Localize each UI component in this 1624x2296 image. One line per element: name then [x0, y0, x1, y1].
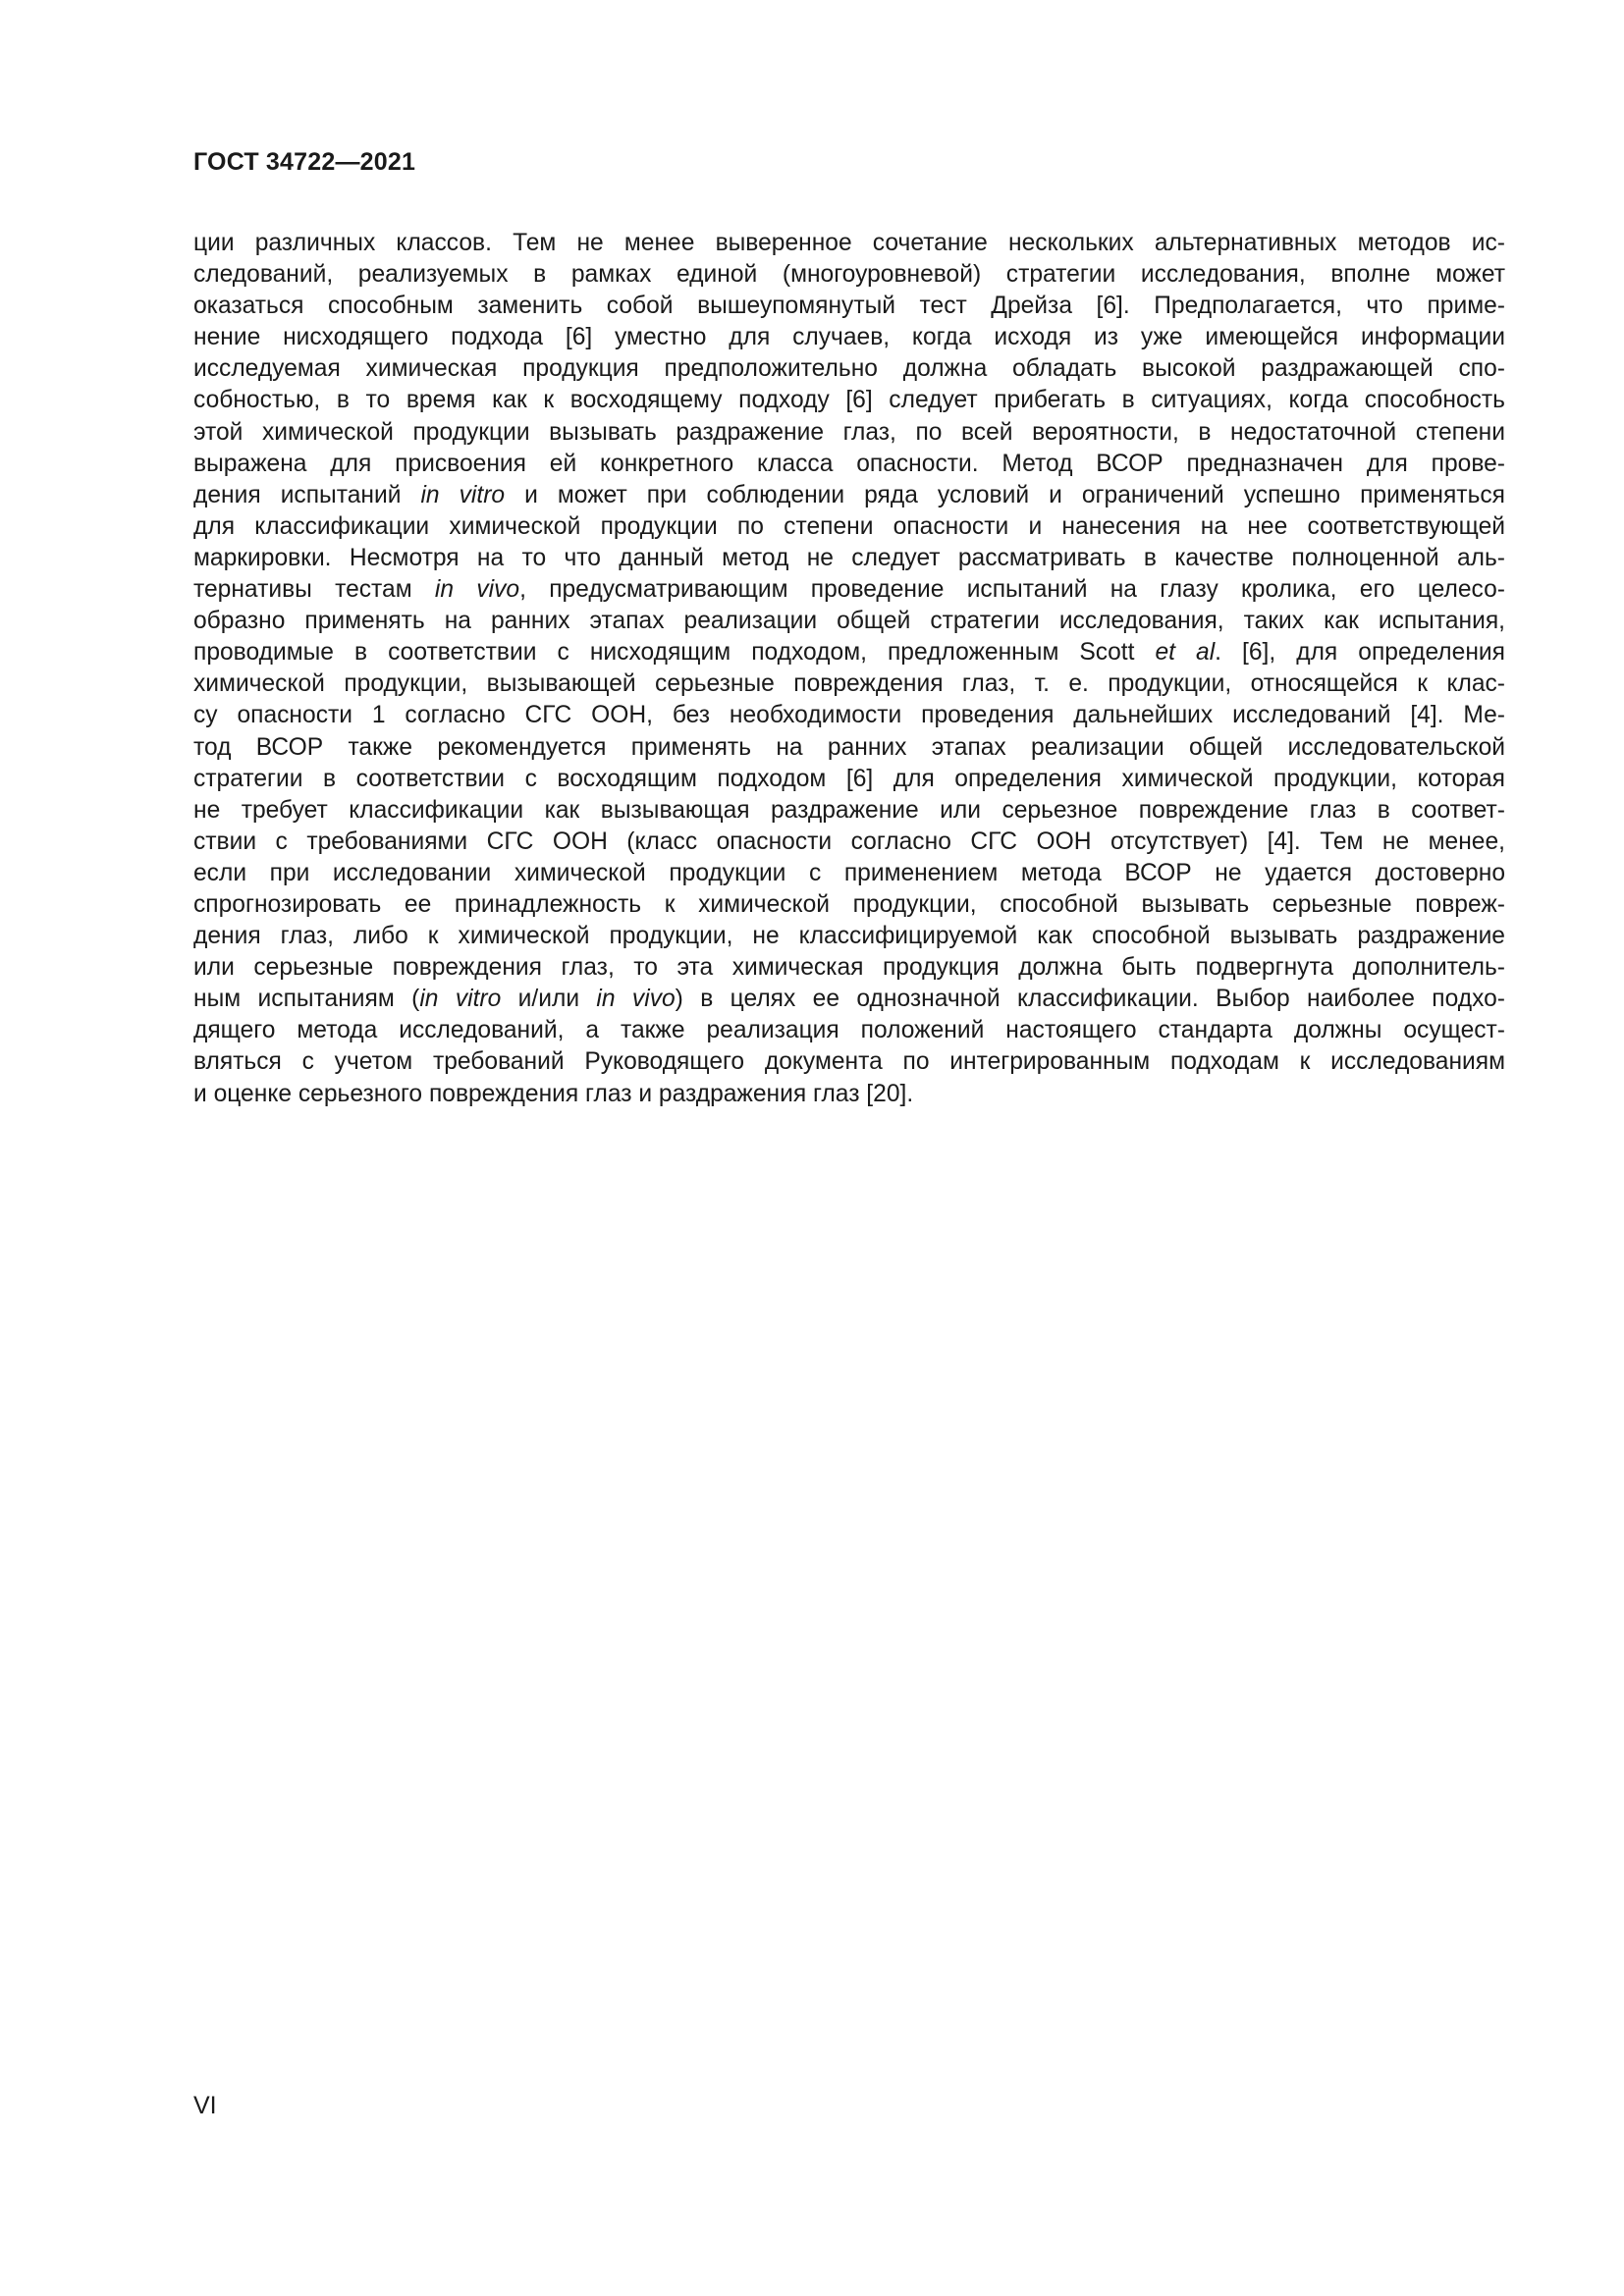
text-segment: дения глаз, либо к химической продукции, не классифицируемой как способной вызывать раздражение — [193, 923, 1505, 950]
text-line — [193, 637, 1505, 668]
text-line — [193, 543, 1505, 574]
italic-term: in vitro — [419, 986, 502, 1013]
text-segment: не требует классификации как вызывающая раздражение или серьезное повреждение глаз в соответ- — [193, 796, 1505, 824]
text-segment: ным испытаниям ( — [193, 986, 420, 1013]
text-line — [193, 353, 1505, 385]
text-segment: для классификации химической продукции по степени опасности и нанесения на нее соответствующей — [193, 512, 1505, 540]
text-segment: исследуемая химическая продукция предположительно должна обладать высокой раздражающей спо- — [193, 355, 1505, 383]
document-header: ГОСТ 34722—2021 — [193, 148, 416, 176]
page-number: VI — [193, 2092, 217, 2119]
text-segment: ствии с требованиями СГС ООН (класс опасности согласно СГС ООН отсутствует) [4]. Тем не менее, — [193, 828, 1505, 855]
text-line — [193, 795, 1505, 827]
text-line — [193, 574, 1505, 606]
text-line — [193, 764, 1505, 795]
text-line — [193, 732, 1505, 764]
text-segment: и/или — [501, 986, 597, 1013]
text-line — [193, 827, 1505, 858]
text-line — [193, 921, 1505, 952]
text-segment: если при исследовании химической продукции с применением метода ВСОР не удается достоверно — [193, 859, 1505, 886]
text-line — [193, 417, 1505, 449]
text-segment: химической продукции, вызывающей серьезные повреждения глаз, т. е. продукции, относящейся к клас- — [193, 670, 1505, 698]
text-line — [193, 700, 1505, 731]
text-line — [193, 449, 1505, 480]
text-segment: следований, реализуемых в рамках единой (многоуровневой) стратегии исследования, вполне может — [193, 261, 1505, 289]
text-segment: ции различных классов. Тем не менее выверенное сочетание нескольких альтернативных методов ис- — [193, 230, 1505, 256]
text-line — [193, 889, 1505, 921]
text-line — [193, 259, 1505, 291]
text-line — [193, 228, 1505, 259]
text-segment: и может при соблюдении ряда условий и ограничений успешно применяться — [505, 481, 1506, 508]
text-segment: , предусматривающим проведение испытаний на глазу кролика, его целесо- — [519, 576, 1505, 604]
text-segment: спрогнозировать ее принадлежность к химической продукции, способной вызывать серьезные повреж- — [193, 890, 1505, 918]
text-line — [193, 1046, 1505, 1078]
text-segment: образно применять на ранних этапах реализации общей стратегии исследования, таких как испытания, — [193, 608, 1505, 635]
text-segment: вляться с учетом требований Руководящего документа по интегрированным подходам к исследованиям — [193, 1048, 1505, 1076]
text-line — [193, 480, 1505, 511]
text-line — [193, 1079, 1505, 1110]
text-segment: и оценке серьезного повреждения глаз и раздражения глаз [20]. — [193, 1080, 914, 1107]
body-paragraph — [193, 228, 1505, 1110]
italic-term: et al — [1155, 639, 1216, 667]
text-line — [193, 385, 1505, 416]
text-line — [193, 952, 1505, 984]
italic-term: in vivo — [434, 576, 520, 604]
text-segment: . [6], для определения — [1215, 639, 1505, 667]
text-segment: оказаться способным заменить собой вышеупомянутый тест Дрейза [6]. Предполагается, что приме- — [193, 293, 1505, 320]
text-line — [193, 1015, 1505, 1046]
text-segment: дения испытаний — [193, 481, 421, 508]
text-segment: тод ВСОР также рекомендуется применять на ранних этапах реализации общей исследовательской — [193, 733, 1505, 761]
text-line — [193, 984, 1505, 1015]
text-segment: стратегии в соответствии с восходящим подходом [6] для определения химической продукции, которая — [193, 765, 1505, 792]
text-segment: собностью, в то время как к восходящему подходу [6] следует прибегать в ситуациях, когда способность — [193, 387, 1505, 414]
text-line — [193, 606, 1505, 637]
text-segment: ) в целях ее однозначной классификации. Выбор наиболее подхо- — [675, 986, 1505, 1013]
italic-term: in vivo — [596, 986, 676, 1013]
text-line — [193, 858, 1505, 889]
text-segment: проводимые в соответствии с нисходящим подходом, предложенным Scott — [193, 639, 1156, 667]
text-segment: дящего метода исследований, а также реализация положений настоящего стандарта должны осущест- — [193, 1017, 1505, 1044]
text-segment: или серьезные повреждения глаз, то эта химическая продукция должна быть подвергнута дополнитель- — [193, 954, 1505, 982]
text-segment: маркировки. Несмотря на то что данный метод не следует рассматривать в качестве полноценной аль- — [193, 544, 1505, 571]
text-line — [193, 291, 1505, 322]
text-line — [193, 511, 1505, 543]
text-segment: этой химической продукции вызывать раздражение глаз, по всей вероятности, в недостаточной степени — [193, 418, 1505, 446]
text-line — [193, 322, 1505, 353]
text-segment: тернативы тестам — [193, 576, 435, 604]
text-segment: нение нисходящего подхода [6] уместно для случаев, когда исходя из уже имеющейся информации — [193, 324, 1505, 351]
text-segment: су опасности 1 согласно СГС ООН, без необходимости проведения дальнейших исследований [4]. Ме- — [193, 702, 1505, 729]
text-line — [193, 668, 1505, 700]
text-segment: выражена для присвоения ей конкретного класса опасности. Метод ВСОР предназначен для прове- — [193, 450, 1505, 477]
italic-term: in vitro — [420, 481, 506, 508]
